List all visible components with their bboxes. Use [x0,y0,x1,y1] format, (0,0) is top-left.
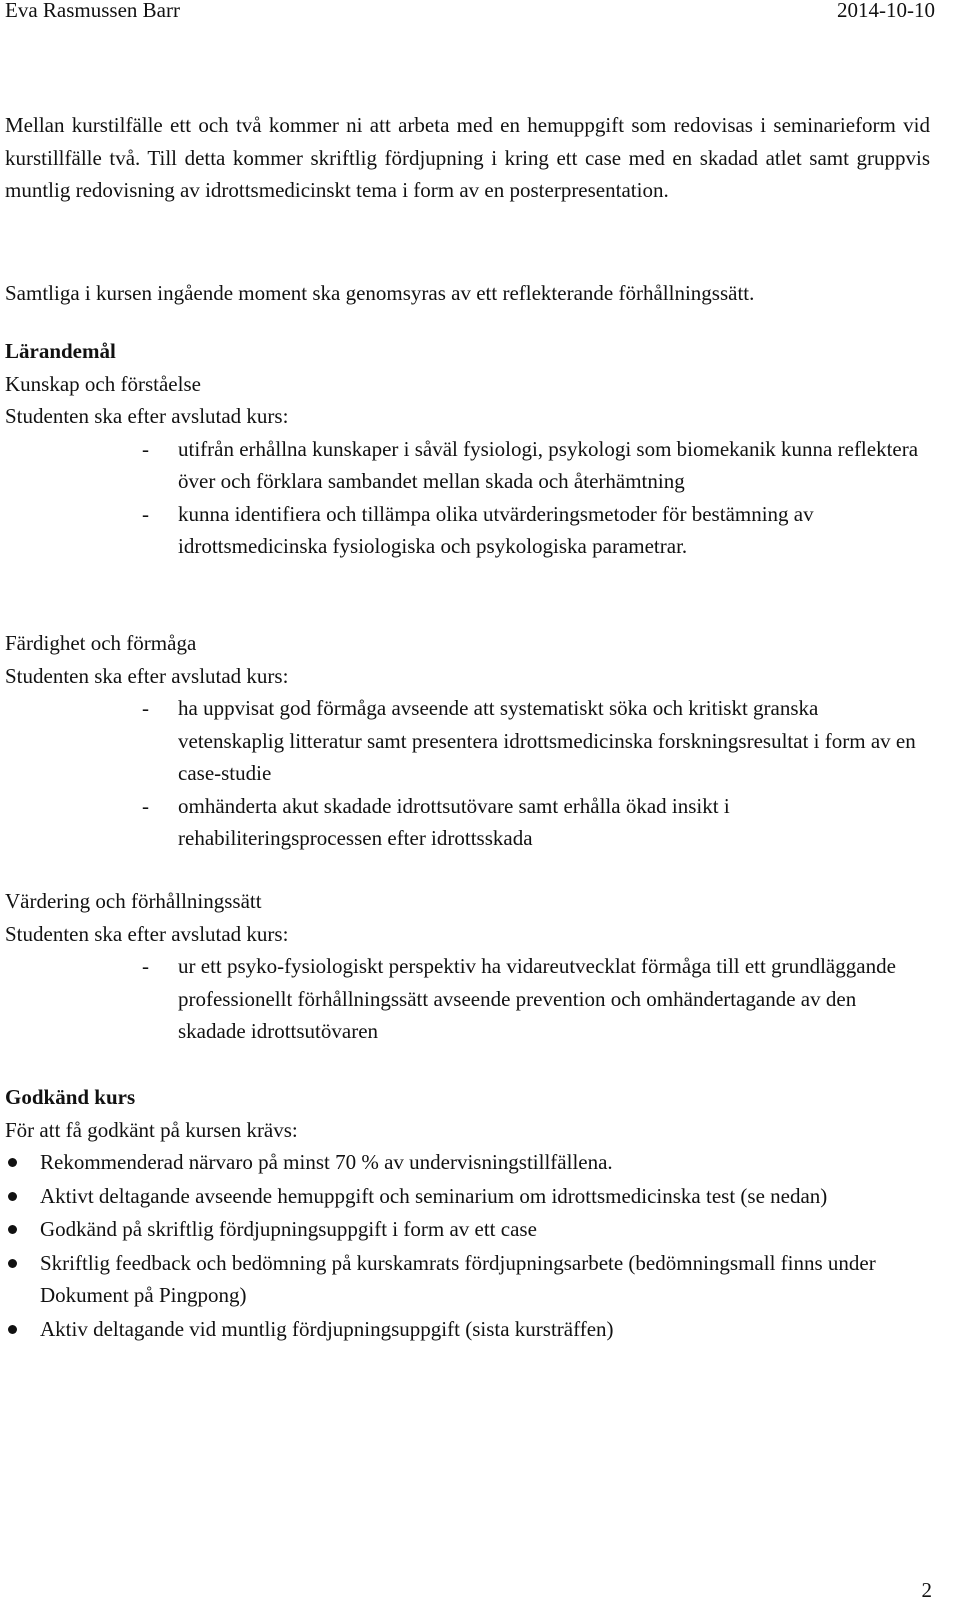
list-item-text: kunna identifiera och tillämpa olika utvärderingsmetoder för bestämning av idrottsmedicinska fysiologiska och psykologiska parametrar. [178,501,814,558]
godkand-intro: För att få godkänt på kursen krävs: [5,1117,298,1142]
bullet-icon [8,1225,17,1234]
list-item-text: omhänderta akut skadade idrottsutövare samt erhålla ökad insikt i rehabiliteringsprocessen efter idrottsskada [178,793,730,850]
godkand-heading: Godkänd kurs [5,1085,136,1109]
bullet-icon [8,1192,17,1201]
vardering-title: Värdering och förhållningssätt [5,889,262,913]
bullet-icon [8,1259,17,1268]
list-item [5,790,928,855]
fardighet-section [5,627,935,855]
list-item [5,498,928,563]
list-item-text: ha uppvisat god förmåga avseende att systematiskt söka och kritiskt granska vetenskaplig litteratur samt presentera idrottsmedicinska forskningsresultat i form av en case-studie [178,696,916,785]
godkand-list [5,1146,935,1345]
page-header [5,0,935,28]
list-item-text: ur ett psyko-fysiologiskt perspektiv ha vidareutvecklat förmåga till ett grundläggande professionellt förhållningssätt avseende prevention och omhändertagande av den skadade idrottsutövaren [178,954,896,1043]
bullet-icon [8,1325,17,1334]
vardering-list [5,950,935,1048]
godkand-section [5,1081,935,1345]
larandemal-heading: Lärandemål [5,339,116,363]
fardighet-list [5,692,935,855]
dash-marker: - [142,793,149,818]
list-item [5,692,928,790]
list-item [5,950,928,1048]
kunskap-title: Kunskap och förståelse [5,371,201,396]
dash-marker: - [142,436,149,461]
list-item [5,1213,910,1246]
intro-paragraph: Mellan kurstilfälle ett och två kommer ni att arbeta med en hemuppgift som redovisas i seminarieform vid kurstillfälle två. Till detta kommer skriftlig fördjupning i kring ett case med en skadad atlet samt gruppvis muntlig redovisning av idrottsmedicinskt tema i form av en posterpresentation. [5,113,930,202]
list-item-text: Aktiv deltagande vid muntlig fördjupningsuppgift (sista kursträffen) [40,1316,614,1341]
list-item-text: Rekommenderad närvaro på minst 70 % av undervisningstillfällena. [40,1150,613,1174]
list-item [5,1247,910,1312]
dash-marker: - [142,954,149,978]
list-item-text: utifrån erhållna kunskaper i såväl fysiologi, psykologi som biomekanik kunna reflektera över och förklara sambandet mellan skada och återhämtning [178,436,919,493]
dash-marker: - [142,696,149,720]
bullet-icon [8,1158,17,1167]
larandemal-section [5,335,935,563]
page-number: 2 [921,1578,932,1602]
kunskap-list [5,433,935,563]
vardering-intro: Studenten ska efter avslutad kurs: [5,921,289,946]
dash-marker: - [142,501,149,526]
fardighet-title: Färdighet och förmåga [5,631,197,655]
list-item [5,1180,910,1213]
header-date: 2014-10-10 [837,0,935,22]
fardighet-intro: Studenten ska efter avslutad kurs: [5,663,289,688]
kunskap-intro: Studenten ska efter avslutad kurs: [5,404,289,428]
list-item [5,1146,910,1179]
list-item [5,1313,910,1346]
list-item [5,433,928,498]
list-item-text: Godkänd på skriftlig fördjupningsuppgift i form av ett case [40,1217,537,1241]
reflection-paragraph: Samtliga i kursen ingående moment ska genomsyras av ett reflekterande förhållningssätt. [5,281,755,305]
list-item-text: Skriftlig feedback och bedömning på kurskamrats fördjupningsarbete (bedömningsmall finns under Dokument på Pingpong) [40,1250,876,1307]
header-author: Eva Rasmussen Barr [5,0,180,22]
list-item-text: Aktivt deltagande avseende hemuppgift och seminarium om idrottsmedicinska test (se nedan) [40,1183,828,1208]
vardering-section [5,885,935,1048]
